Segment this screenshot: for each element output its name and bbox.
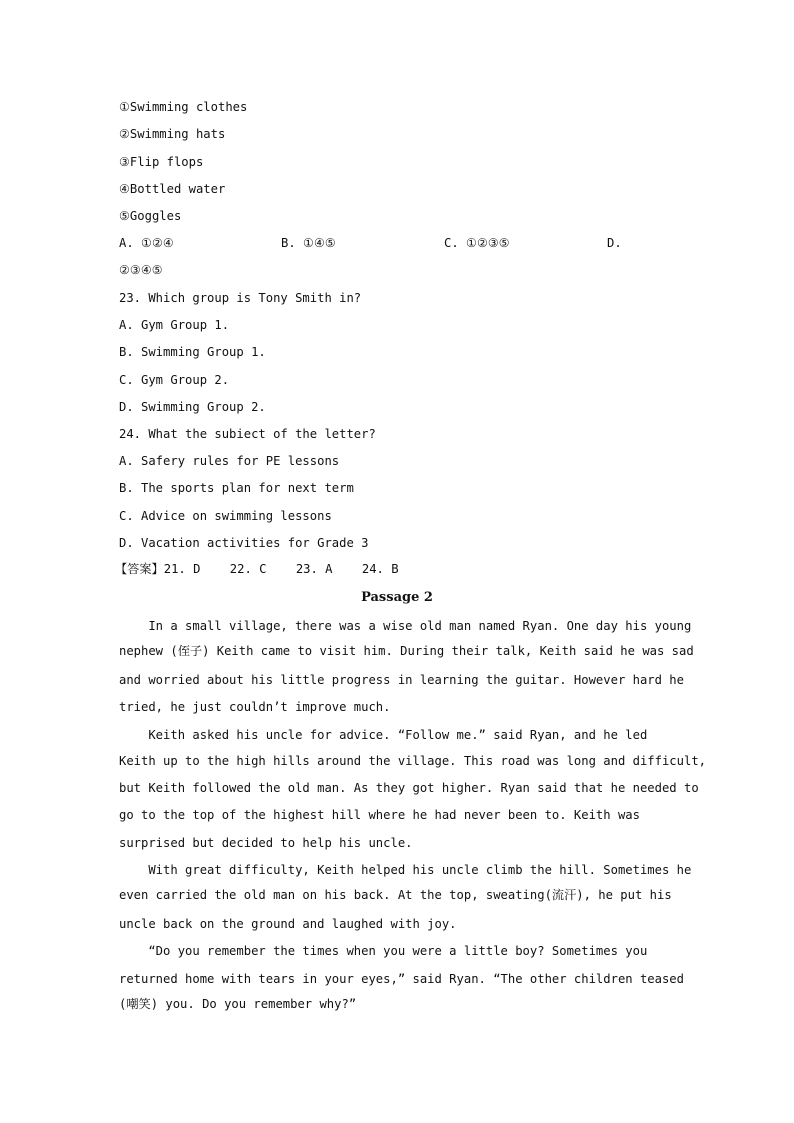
option: D. Swimming Group 2. xyxy=(119,400,266,414)
passage-title: Passage 2 xyxy=(361,590,433,605)
option: C. Advice on swimming lessons xyxy=(119,509,332,523)
passage-line: (嘲笑) you. Do you remember why?” xyxy=(119,997,357,1011)
passage-line: nephew (侄子) Keith came to visit him. During their talk, Keith said he was sad xyxy=(119,644,694,658)
question-24: 24. What the subiect of the letter? xyxy=(119,427,376,441)
option-a: A. ①②④ xyxy=(119,236,174,250)
list-item: ①Swimming clothes xyxy=(119,100,248,114)
passage-line: Keith up to the high hills around the village. This road was long and difficult, xyxy=(119,754,706,768)
passage-line: returned home with tears in your eyes,” said Ryan. “The other children teased xyxy=(119,972,684,986)
passage-line: tried, he just couldn’t improve much. xyxy=(119,700,391,714)
passage-line: With great difficulty, Keith helped his uncle climb the hill. Sometimes he xyxy=(119,863,692,877)
answer-line: 【答案】21. D 22. C 23. A 24. B xyxy=(115,562,399,576)
passage-line: surprised but decided to help his uncle. xyxy=(119,836,413,850)
passage-line: In a small village, there was a wise old man named Ryan. One day his young xyxy=(119,619,692,633)
list-item: ③Flip flops xyxy=(119,155,204,169)
option-d-continued: ②③④⑤ xyxy=(119,263,163,277)
option: B. Swimming Group 1. xyxy=(119,345,266,359)
question-23: 23. Which group is Tony Smith in? xyxy=(119,291,362,305)
list-item: ②Swimming hats xyxy=(119,127,226,141)
option: A. Safery rules for PE lessons xyxy=(119,454,340,468)
list-item: ④Bottled water xyxy=(119,182,226,196)
list-item: ⑤Goggles xyxy=(119,209,182,223)
option-b: B. ①④⑤ xyxy=(281,236,336,250)
passage-line: even carried the old man on his back. At the top, sweating(流汗), he put his xyxy=(119,888,672,902)
option: A. Gym Group 1. xyxy=(119,318,230,332)
passage-line: Keith asked his uncle for advice. “Follow me.” said Ryan, and he led xyxy=(119,728,648,742)
passage-line: “Do you remember the times when you were a little boy? Sometimes you xyxy=(119,944,648,958)
option-c: C. ①②③⑤ xyxy=(444,236,510,250)
passage-line: go to the top of the highest hill where he had never been to. Keith was xyxy=(119,808,640,822)
option: C. Gym Group 2. xyxy=(119,373,230,387)
passage-line: uncle back on the ground and laughed with joy. xyxy=(119,917,457,931)
option: B. The sports plan for next term xyxy=(119,481,354,495)
passage-line: but Keith followed the old man. As they got higher. Ryan said that he needed to xyxy=(119,781,699,795)
passage-line: and worried about his little progress in learning the guitar. However hard he xyxy=(119,673,684,687)
option: D. Vacation activities for Grade 3 xyxy=(119,536,369,550)
option-d: D. xyxy=(607,236,622,250)
